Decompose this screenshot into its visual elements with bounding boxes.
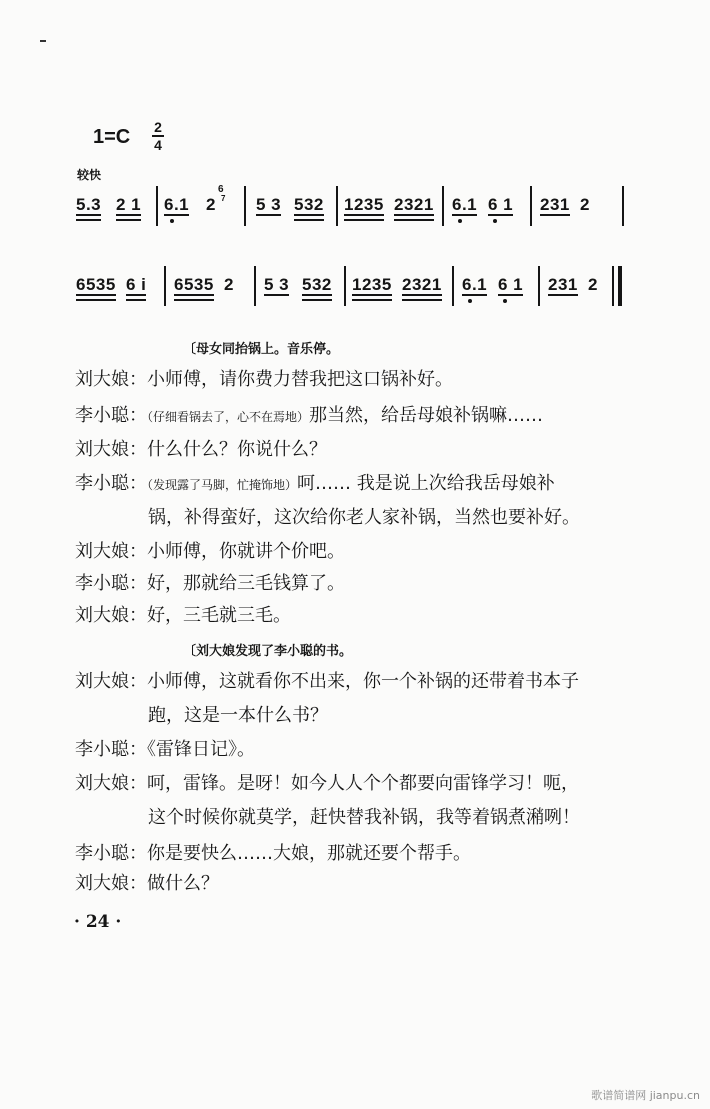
time-signature: [152, 120, 164, 152]
time-bottom: 4: [154, 137, 162, 153]
dialogue-line: [75, 670, 579, 694]
page-mark: [40, 40, 46, 42]
low-octave-dot: [458, 219, 462, 223]
note-group: 2 1: [116, 195, 142, 214]
note-group: 5.3: [76, 195, 102, 214]
dialogue-line: [75, 872, 219, 896]
stage-direction: 〔母女同抬锅上。音乐停。: [183, 342, 340, 357]
speaker: 刘大娘：: [75, 369, 147, 390]
note-group: 2: [580, 195, 590, 214]
final-bar-line-thick: [618, 266, 622, 306]
note-group: 2321: [402, 275, 442, 294]
dialogue-line: [75, 404, 543, 429]
bar-line: [244, 186, 246, 226]
aside: （仔细看锅去了，心不在焉地）: [147, 410, 310, 424]
dialogue-text: 小师傅，这就看你不出来，你一个补锅的还带着书本子: [147, 671, 579, 692]
bar-line: [156, 186, 158, 226]
key-signature: 1=C: [93, 126, 131, 148]
page-number: · 24 ·: [74, 912, 122, 932]
bar-line: [164, 266, 166, 306]
note-group: 6.1: [452, 195, 478, 214]
bar-line: [622, 186, 624, 226]
time-top: 2: [154, 119, 162, 135]
note-group: 6535: [174, 275, 214, 294]
note-group: 6535: [76, 275, 116, 294]
aside: （发现露了马脚，忙掩饰地）: [147, 478, 298, 492]
dialogue-continuation: 这个时候你就莫学，赶快替我补锅，我等着锅煮潲咧！: [148, 807, 580, 828]
dialogue-line: [75, 438, 327, 462]
bar-line: [530, 186, 532, 226]
bar-line: [344, 266, 346, 306]
low-octave-dot: [468, 299, 472, 303]
dialogue-text: 做什么？: [147, 873, 219, 894]
dialogue-text: 小师傅，请你费力替我把这口锅补好。: [147, 369, 453, 390]
note-group: 5 3: [264, 275, 290, 294]
note-group: 532: [302, 275, 332, 294]
note-group: 2: [224, 275, 234, 294]
speaker: 刘大娘：: [75, 605, 147, 626]
watermark: 歌谱简谱网 jianpu.cn: [591, 1089, 700, 1102]
low-octave-dot: [170, 219, 174, 223]
dialogue-continuation: 锅，补得蛮好，这次给你老人家补锅，当然也要补好。: [148, 507, 580, 528]
dialogue-text: 呵，雷锋。是呀！如今人人个个都要向雷锋学习！呃，: [147, 773, 579, 794]
bar-line: [452, 266, 454, 306]
dialogue-line: [75, 772, 579, 796]
note-group: 231: [548, 275, 578, 294]
speaker: 李小聪：: [75, 843, 147, 864]
grace-note: 6: [218, 184, 224, 195]
bar-line: [336, 186, 338, 226]
grace-note: 7: [221, 194, 226, 203]
speaker: 刘大娘：: [75, 541, 147, 562]
speaker: 李小聪：: [75, 473, 147, 494]
note-group: 6 1: [488, 195, 514, 214]
note-group: 6.1: [164, 195, 190, 214]
note-group: 532: [294, 195, 324, 214]
note-group: 231: [540, 195, 570, 214]
note-group: 2: [206, 195, 216, 214]
dialogue-text: 《雷锋日记》。: [147, 739, 255, 760]
note-group: 6.1: [462, 275, 488, 294]
speaker: 刘大娘：: [75, 873, 147, 894]
final-bar-line: [612, 266, 614, 306]
note-group: 2: [588, 275, 598, 294]
note-group: 5 3: [256, 195, 282, 214]
dialogue-line: [75, 572, 345, 596]
speaker: 刘大娘：: [75, 671, 147, 692]
dialogue-text: 好，三毛就三毛。: [147, 605, 291, 626]
speaker: 李小聪：: [75, 739, 147, 760]
dialogue-text: 那当然，给岳母娘补锅嘛……: [309, 405, 544, 426]
tempo-marking: 较快: [77, 168, 102, 182]
score-row-2: [76, 266, 636, 316]
speaker: 刘大娘：: [75, 439, 147, 460]
dialogue-line: [75, 472, 555, 497]
low-octave-dot: [503, 299, 507, 303]
bar-line: [254, 266, 256, 306]
dialogue-line: [75, 842, 471, 866]
dialogue-line: [75, 604, 291, 628]
dialogue-text: 什么什么？你说什么？: [147, 439, 327, 460]
note-group: 6 1: [498, 275, 524, 294]
speaker: 李小聪：: [75, 405, 147, 426]
note-group: 6 i: [126, 275, 147, 294]
low-octave-dot: [493, 219, 497, 223]
speaker: 李小聪：: [75, 573, 147, 594]
speaker: 刘大娘：: [75, 773, 147, 794]
dialogue-text: 小师傅，你就讲个价吧。: [147, 541, 345, 562]
dialogue-text: 你是要快么……大娘，那就还要个帮手。: [147, 843, 471, 864]
stage-direction: 〔刘大娘发现了李小聪的书。: [183, 644, 353, 659]
note-group: 2321: [394, 195, 434, 214]
dialogue-line: [75, 738, 255, 762]
dialogue-continuation: 跑，这是一本什么书？: [148, 705, 328, 726]
score-row-1: [76, 186, 636, 236]
dialogue-line: [75, 368, 453, 392]
note-group: 1235: [344, 195, 384, 214]
bar-line: [538, 266, 540, 306]
dialogue-line: [75, 540, 345, 564]
note-group: 1235: [352, 275, 392, 294]
bar-line: [442, 186, 444, 226]
dialogue-text: 呵…… 我是说上次给我岳母娘补: [297, 473, 555, 494]
dialogue-text: 好，那就给三毛钱算了。: [147, 573, 345, 594]
